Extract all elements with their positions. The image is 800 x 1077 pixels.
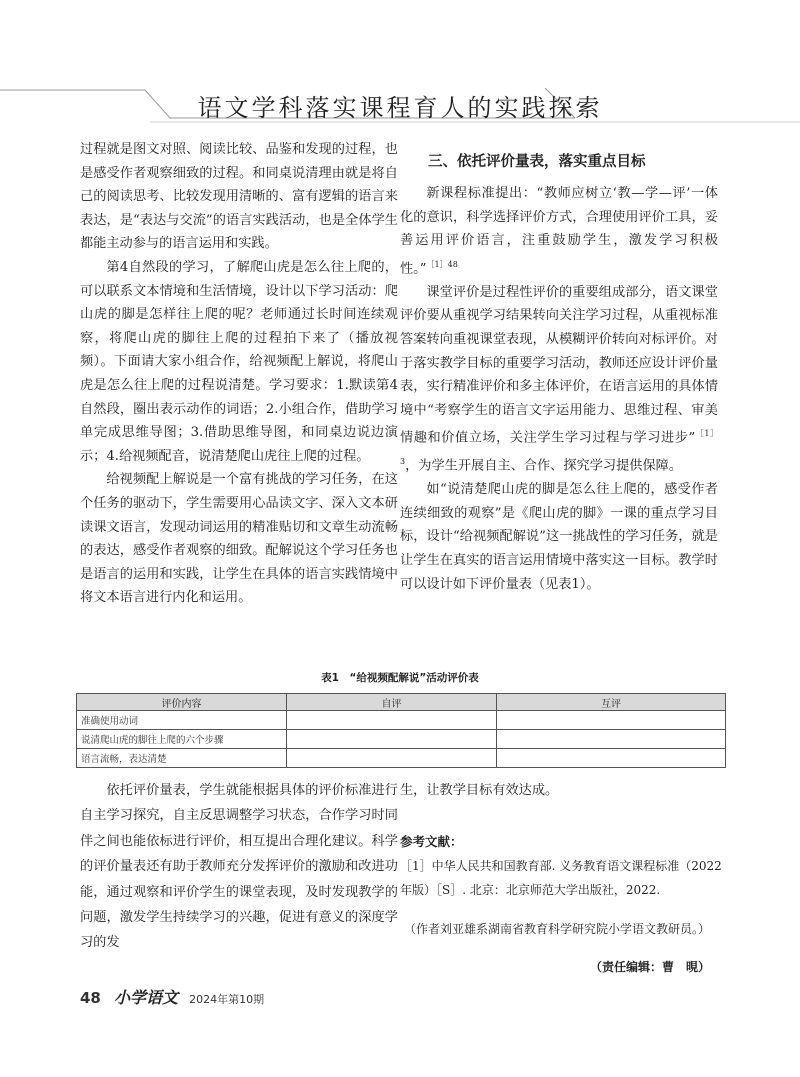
table-cell: [287, 711, 497, 730]
paragraph: 依托评价量表，学生就能根据具体的评价标准进行自主学习探究，自主反思调整学习状态，合作学习时同伴之间也能依标进行评价，相互提出合理化建议。科学的评价量表还有助于教师充分发挥评价的激励和改进功能，通过观察和评价学生的课堂表现，及时发现教学的问题，激发学生持续学习的兴趣，促进有意义的深度学习的发: [80, 783, 398, 951]
table-row: [77, 749, 726, 768]
paragraph: 第4自然段的学习，了解爬山虎是怎么往上爬的，可以联系文本情境和生活情境，设计以下学习活动：爬山虎的脚是怎样往上爬的呢？老师通过长时间连续观察，将爬山虎的脚往上爬的过程拍下来了（播放视频）。下面请大家小组合作，给视频配上解说，将爬山虎是怎么往上爬的过程说清楚。学习要求：1.默读第4自然段，圈出表示动作的词语；2.小组合作，借助学习单完成思维导图；3.借助思维导图，和同桌边说边演示；4.给视频配音，说清楚爬山虎往上爬的过程。: [80, 259, 398, 464]
evaluation-table: [76, 693, 726, 768]
page-number: 48: [80, 989, 101, 1007]
table-cell: 语言流畅，表达清楚: [77, 749, 287, 768]
magazine-logo: 小学语文: [113, 988, 178, 1007]
lower-right-column: [400, 778, 718, 803]
column-header: 自评: [287, 694, 497, 711]
table-row: [77, 711, 726, 730]
left-column: [80, 138, 398, 610]
citation: ［1］3: [400, 429, 718, 467]
table-row: [77, 730, 726, 749]
column-header: 评价内容: [77, 694, 287, 711]
references-title: 参考文献：: [400, 834, 463, 849]
paragraph: 新课程标准提出：“教师应树立‘教—学—评’一体化的意识，科学选择评价方式，合理使用评价工具，妥善运用评价语言，注重鼓励学生，激发学习积极性。”$^{[1]48}$: [400, 186, 718, 277]
editor-note: （责任编辑：曹 晛）: [589, 960, 710, 974]
paragraph: 如“说清楚爬山虎的脚是怎么往上爬的，感受作者连续细致的观察”是《爬山虎的脚》一课的重点学习目标，设计“给视频配解说”这一挑战性的学习任务，就是让学生在真实的语言运用情境中落实这一目标。教学时可以设计如下评价量表（见表1）。: [400, 482, 718, 592]
table-cell: 说清爬山虎的脚往上爬的六个步骤: [77, 730, 287, 749]
table-header-row: [77, 694, 726, 711]
paragraph: 过程就是图文对照、阅读比较、品鉴和发现的过程，也是感受作者观察细致的过程。和同桌说清理由就是将自己的阅读思考、比较发现用清晰的、富有逻辑的语言来表达，是“表达与交流”的语言实践活动，也是全体学生都能主动参与的语言运用和实践。: [80, 142, 398, 252]
reference-item: ［1］中华人民共和国教育部. 义务教育语文课程标准（2022年版）［S］. 北京：北京师范大学出版社，2022.: [400, 859, 722, 897]
references: [400, 830, 728, 902]
section-heading: 三、依托评价量表，落实重点目标: [428, 154, 646, 170]
table-cell: 准确使用动词: [77, 711, 287, 730]
table-cell: [497, 730, 726, 749]
column-header: 互评: [497, 694, 726, 711]
page-title: 语文学科落实课程育人的实践探索: [197, 94, 603, 122]
page-header: [0, 78, 800, 128]
author-note: （作者刘亚雄系湖南省教育科学研究院小学语文教研员。）: [403, 922, 710, 936]
table-cell: [497, 749, 726, 768]
table-cell: [287, 749, 497, 768]
paragraph: 生，让教学目标有效达成。: [400, 783, 559, 798]
right-column: [400, 138, 718, 596]
table-caption: 表1 “给视频配解说”活动评价表: [321, 672, 479, 684]
paragraph: 给视频配上解说是一个富有挑战的学习任务，在这个任务的驱动下，学生需要用心品读文字、深入文本研读课文语言，发现动词运用的精准贴切和文章生动流畅的表达，感受作者观察的细致。配解说这个学习任务也是语言的运用和实践，让学生在具体的语言实践情境中将文本语言进行内化和运用。: [80, 472, 398, 606]
issue-label: 2024年第10期: [189, 993, 265, 1006]
page-footer: [80, 985, 264, 1008]
table-cell: [497, 711, 726, 730]
lower-left-column: [80, 778, 398, 956]
citation: ［1］48: [426, 259, 458, 269]
table-cell: [287, 730, 497, 749]
paragraph: 课堂评价是过程性评价的重要组成部分，语文课堂评价要从重视学习结果转向关注学习过程，从重视标准答案转向重视课堂表现，从模糊评价转向对标评价。对于落实教学目标的重要学习活动，教师还应设计评价量表，实行精准评价和多主体评价，在语言运用的具体情境中“考察学生的语言文字运用能力、思维过程、审美情趣和价值立场，关注学生学习过程与学习进步”$^{[1]3}$，为学生开展自主、合作、探究学习提供保障。: [400, 284, 718, 474]
